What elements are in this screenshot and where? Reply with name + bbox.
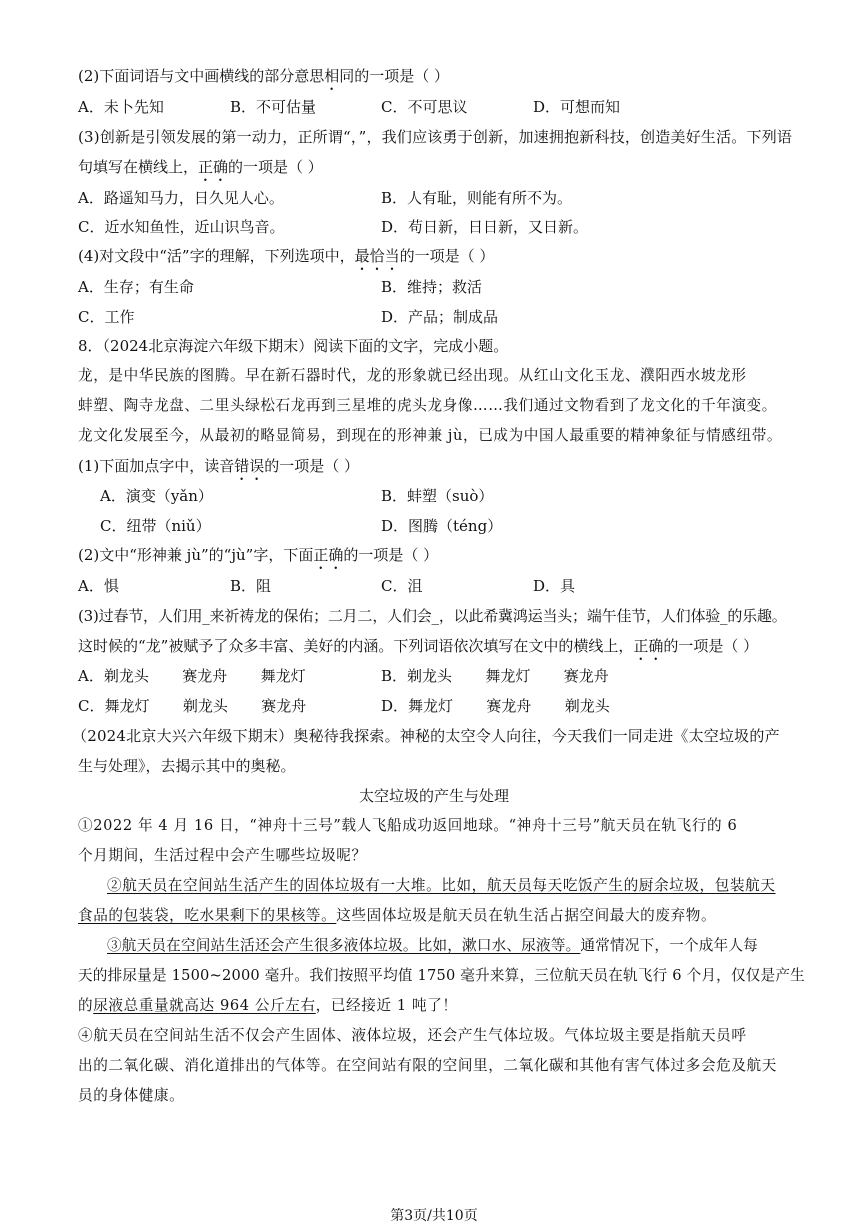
option-d: D．舞龙灯 赛龙舟 剃龙头 <box>381 697 610 715</box>
plain-text: 的 <box>78 997 94 1014</box>
q8-p2-stem <box>78 545 438 573</box>
emphasis-text: 正确 <box>198 158 229 176</box>
underlined-text: 尿液总重量就高达 964 公斤左右 <box>93 997 316 1014</box>
emphasis-text: 错误 <box>234 457 265 475</box>
emphasis-text: 正确 <box>633 637 664 655</box>
q8-passage-line-1: 龙，是中华民族的图腾。早在新石器时代，龙的形象就已经出现。从红山文化玉龙、濮阳西水坡龙形 <box>78 367 747 384</box>
stem-text: 这时候的“龙”被赋予了众多丰富、美好的内涵。下列词语依次填写在文中的横线上， <box>78 637 634 655</box>
stem-text: 句填写在横线上， <box>78 158 199 176</box>
q8-passage-line-3: 龙文化发展至今，从最初的略显简易，到现在的形神兼 jù，已成为中国人最重要的精神象征与情感纽带。 <box>78 427 783 444</box>
q9-intro-line1: （2024北京大兴六年级下期末）奥秘待我探索。神秘的太空令人向往，今天我们一同走进《太空垃圾的产 <box>72 727 780 745</box>
option-c: C．近水知鱼性，近山识鸟音。 <box>78 218 285 236</box>
para1-line2: 个月期间，生活过程中会产生哪些垃圾呢？ <box>78 847 367 864</box>
option-a: A．路遥知马力，日久见人心。 <box>78 189 284 207</box>
q8-header: 8．（2024北京海淀六年级下期末）阅读下面的文字，完成小题。 <box>78 337 509 355</box>
option-d: D．具 <box>533 577 576 595</box>
stem-text: (1)下面加点字中，读音 <box>78 457 235 475</box>
option-a: A．惧 <box>78 577 119 595</box>
para1-line1: ①2022 年 4 月 16 日，“神舟十三号”载人飞船成功返回地球。“神舟十三号”航天员在轨飞行的 6 <box>78 817 738 834</box>
para2-line2 <box>78 906 716 926</box>
underlined-text: 食品的包装袋，吃水果剩下的果核等。 <box>78 907 337 924</box>
stem-text: 的一项是（ ） <box>228 158 323 176</box>
para3-line3 <box>78 996 458 1016</box>
stem-text: 的一项是（ ） <box>343 546 439 564</box>
para4-line3: 员的身体健康。 <box>78 1087 185 1104</box>
stem-text: 的一项是（ ） <box>399 247 495 265</box>
q8-p3-stem-line2 <box>78 636 758 664</box>
option-b: B．维持；救活 <box>381 278 483 296</box>
stem-text: (2)文中“形神兼 jù”的“jù”字，下面 <box>78 546 314 564</box>
plain-text: 这些固体垃圾是航天员在轨生活占据空间最大的废弃物。 <box>336 907 717 924</box>
option-a: A．剃龙头 赛龙舟 舞龙灯 <box>78 667 306 685</box>
emphasis-text: 正确 <box>313 546 344 564</box>
q7-p3-stem-line2 <box>78 157 323 185</box>
option-c: C．不可思议 <box>381 98 468 116</box>
q9-intro-line2: 生与处理》，去揭示其中的奥秘。 <box>78 757 296 775</box>
option-c: C．沮 <box>381 577 423 595</box>
q8-passage-line-2: 蚌塑、陶寺龙盘、二里头绿松石龙再到三星堆的虎头龙身像……我们通过文物看到了龙文化的千年演变。 <box>78 397 777 414</box>
emphasis-text: 相 <box>324 67 340 85</box>
option-a: A．未卜先知 <box>78 98 164 116</box>
option-b: B．蚌塑（suò） <box>381 487 494 505</box>
q8-p1-stem <box>78 456 359 484</box>
para4-line1: ④航天员在空间站生活不仅会产生固体、液体垃圾，还会产生气体垃圾。气体垃圾主要是指航天员呼 <box>78 1027 747 1044</box>
option-d: D．图腾（téng） <box>381 517 503 535</box>
option-a: A．生存；有生命 <box>78 278 194 296</box>
option-a: A．演变（yǎn） <box>100 487 213 505</box>
q7-p4-stem <box>78 246 494 274</box>
underlined-text: ③航天员在空间站生活还会产生很多液体垃圾。比如，漱口水、尿液等。 <box>107 937 581 954</box>
stem-text: 的一项是（ ） <box>663 637 759 655</box>
q7-p2-stem <box>78 66 449 94</box>
article-title: 太空垃圾的产生与处理 <box>358 787 509 805</box>
stem-text: (2)下面词语与文中画横线的部分意思 <box>78 67 325 85</box>
plain-text: ，已经接近 1 吨了！ <box>315 997 458 1014</box>
emphasis-text: 最恰当 <box>354 247 400 265</box>
page-footer: 第3页/共10页 <box>390 1208 478 1224</box>
para2-line1 <box>107 876 776 896</box>
option-c: C．纽带（niǔ） <box>100 517 211 535</box>
option-d: D．可想而知 <box>533 98 621 116</box>
option-b: B．阻 <box>230 577 272 595</box>
underlined-text: ②航天员在空间站生活产生的固体垃圾有一大堆。比如，航天员每天吃饭产生的厨余垃圾，包装航天 <box>107 877 776 894</box>
stem-text: 的一项是（ ） <box>264 457 360 475</box>
para3-line1 <box>107 936 758 956</box>
option-c: C．舞龙灯 剃龙头 赛龙舟 <box>78 697 307 715</box>
q8-p3-stem-line1: (3)过春节，人们用_来祈祷龙的保佑；二月二，人们会_，以此希冀鸿运当头；端午佳节，人们体验_的乐趣。 <box>78 607 787 625</box>
para3-line2: 天的排尿量是 1500~2000 毫升。我们按照平均值 1750 毫升来算，三位航天员在轨飞行 6 个月，仅仅是产生 <box>78 967 805 984</box>
option-b: B．不可估量 <box>230 98 317 116</box>
q7-p3-stem-line1: (3)创新是引领发展的第一动力，正所谓“，”，我们应该勇于创新，加速拥抱新科技，创造美好生活。下列语 <box>78 128 793 146</box>
option-d: D．苟日新，日日新，又日新。 <box>381 218 589 236</box>
stem-text: (4)对文段中“活”字的理解，下列选项中， <box>78 247 355 265</box>
option-d: D．产品；制成品 <box>381 308 499 326</box>
plain-text: 通常情况下，一个成年人每 <box>580 937 758 954</box>
option-c: C．工作 <box>78 308 135 326</box>
stem-text: 同的一项是（ ） <box>339 67 450 85</box>
option-b: B．人有耻，则能有所不为。 <box>381 189 573 207</box>
option-b: B．剃龙头 舞龙灯 赛龙舟 <box>381 667 609 685</box>
para4-line2: 出的二氧化碳、消化道排出的气体等。在空间站有限的空间里，二氧化碳和其他有害气体过多会危及航天 <box>78 1057 777 1074</box>
